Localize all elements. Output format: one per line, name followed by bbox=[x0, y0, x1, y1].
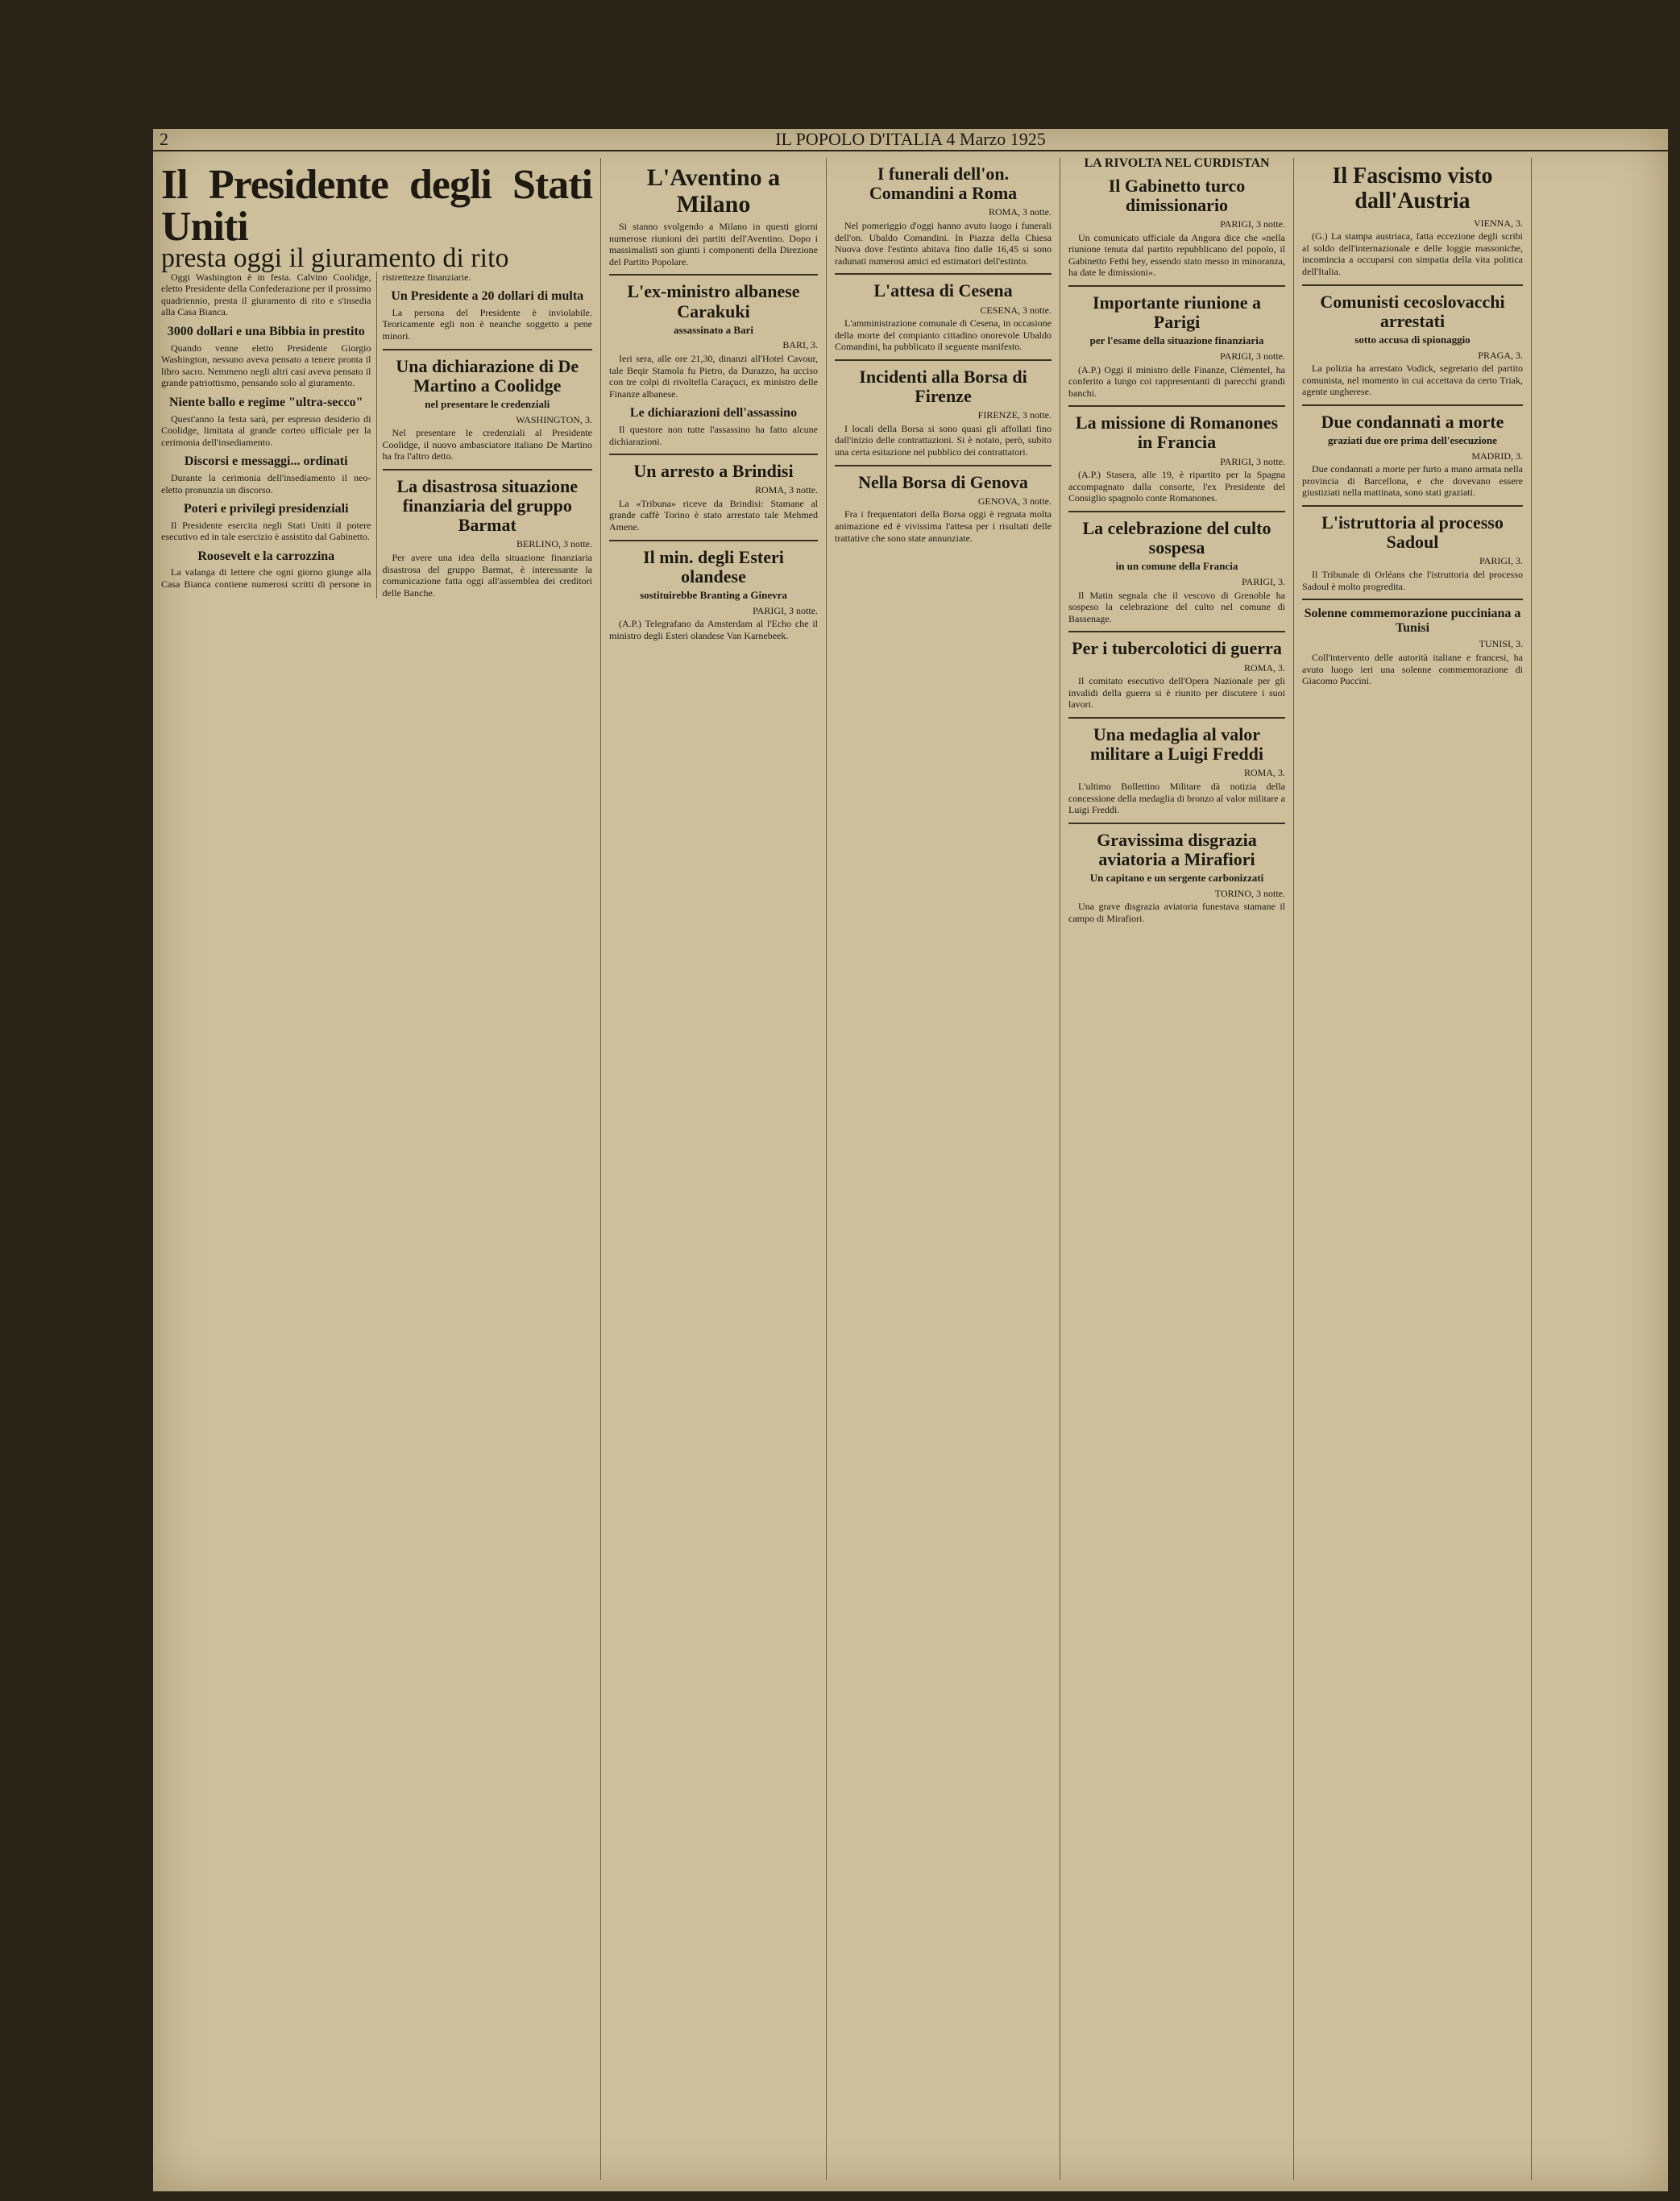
divider bbox=[609, 454, 818, 455]
headline-sadoul: L'istruttoria al processo Sadoul bbox=[1321, 512, 1504, 553]
body-romanones: (A.P.) Stasera, alle 19, è ripartito per la Spagna accompagnato dalla consorte, l'ex Presidente del Consiglio spagnolo conte Romanones. bbox=[1068, 469, 1285, 504]
headline-barmat: La disastrosa situazione finanziaria del gruppo Barmat bbox=[396, 475, 578, 536]
dateline-mirafiori: TORINO, 3 notte. bbox=[1214, 887, 1285, 899]
headline-olandesi: Il min. degli Esteri olandese bbox=[643, 546, 784, 587]
divider bbox=[1068, 631, 1285, 632]
headline-freddi: Una medaglia al valor militare a Luigi Freddi bbox=[1090, 723, 1263, 765]
dateline-olandesi: PARIGI, 3 notte. bbox=[753, 604, 818, 616]
presidente-lead: Oggi Washington è in festa. Calvino Coolidge, eletto Presidente della Confederazione per il prossimo quadriennio, presta il giuramento di rito e s'insedia alla Casa Bianca. bbox=[161, 271, 371, 318]
body-mirafiori: Una grave disgrazia aviatoria funestava stamane il campo di Mirafiori. bbox=[1068, 901, 1285, 924]
column-4 bbox=[1060, 158, 1293, 2180]
headline-genova: Nella Borsa di Genova bbox=[858, 471, 1028, 492]
subhead-condannati: graziati due ore prima dell'esecuzione bbox=[1328, 434, 1497, 447]
body-barmat: Per avere una idea della situazione finanziaria disastrosa del gruppo Barmat, è interessante la comunicazione fatta oggi all'assemblea dei creditori delle Banche. bbox=[382, 552, 592, 599]
dateline-barmat: BERLINO, 3 notte. bbox=[516, 538, 592, 550]
presidente-body1: Quando venne eletto Presidente Giorgio Washington, nessuno aveva pensato a tenere pronta il libro sacro. Nemmeno negli altri casi aveva pensato il grande patriottismo, pensando solo al giuramento. bbox=[161, 342, 371, 389]
presidente-sub2: Niente ballo e regime "ultra-secco" bbox=[168, 395, 363, 409]
presidente-sub1: 3000 dollari e una Bibbia in prestito bbox=[167, 324, 365, 338]
dateline-condannati: MADRID, 3. bbox=[1471, 450, 1523, 462]
body-comandini: Nel pomeriggio d'oggi hanno avuto luogo i funerali dell'on. Ubaldo Comandini. In Piazza della Chiesa Nuova dove l'estinto abitava fino dalle 16,45 si sono radunati numerosi amici ed estimatori dell'estinto. bbox=[835, 219, 1052, 267]
column-5 bbox=[1293, 158, 1531, 2180]
divider bbox=[1302, 404, 1523, 406]
headline-carakuki: L'ex-ministro albanese Carakuki bbox=[627, 281, 800, 321]
body-freddi: L'ultimo Bollettino Militare dà notizia della concessione della medaglia di bronzo al valor militare a Luigi Freddi. bbox=[1068, 780, 1285, 816]
masthead bbox=[153, 129, 1668, 151]
body-genova: Fra i frequentatori della Borsa oggi è regnata molta animazione ed è vivissima l'attesa per i risultati delle trattative che sono state annunziate. bbox=[835, 508, 1052, 544]
presidente-body5: La valanga di lettere che ogni giorno giunge alla Casa Bianca contiene numerosi scritti di persone in ristrettezze finanziarie. bbox=[161, 271, 471, 591]
masthead-title: IL POPOLO D'ITALIA 4 Marzo 1925 bbox=[775, 129, 1046, 149]
dateline-riunione: PARIGI, 3 notte. bbox=[1220, 350, 1285, 362]
dateline-culto: PARIGI, 3. bbox=[1242, 576, 1285, 587]
headline-austria: Il Fascismo visto dall'Austria bbox=[1332, 164, 1493, 213]
subhead-culto: in un comune della Francia bbox=[1115, 560, 1238, 573]
headline-cesena: L'attesa di Cesena bbox=[873, 280, 1013, 301]
divider bbox=[1302, 599, 1523, 600]
dateline-romanones: PARIGI, 3 notte. bbox=[1220, 455, 1285, 467]
divider bbox=[1068, 717, 1285, 719]
body-riunione: (A.P.) Oggi il ministro delle Finanze, Clémentel, ha conferito a lungo coi rappresentanti di parecchi grandi banchi. bbox=[1068, 363, 1285, 399]
dateline-sadoul: PARIGI, 3. bbox=[1479, 555, 1523, 567]
presidente-sub5: Roosevelt e la carrozzina bbox=[197, 549, 335, 563]
headline-curdistan: Il Gabinetto turco dimissionario bbox=[1108, 175, 1246, 215]
dateline-brindisi: ROMA, 3 notte. bbox=[755, 484, 818, 496]
divider bbox=[1302, 505, 1523, 507]
headline-tubercolotici: Per i tubercolotici di guerra bbox=[1072, 638, 1282, 659]
divider bbox=[835, 273, 1052, 275]
dateline-firenze: FIRENZE, 3 notte. bbox=[977, 409, 1052, 421]
carakuki-body1: Il questore non tutte l'assassino ha fatto alcune dichiarazioni. bbox=[609, 423, 818, 447]
subhead-mirafiori: Un capitano e un sergente carbonizzati bbox=[1089, 872, 1264, 885]
divider bbox=[1068, 511, 1285, 512]
headline-aventino: L'Aventino a Milano bbox=[646, 164, 781, 218]
dateline-comunisti: PRAGA, 3. bbox=[1478, 349, 1523, 361]
headline-demartino: Una dichiarazione di De Martino a Coolidge bbox=[396, 355, 579, 396]
headline-tunisi: Solenne commemorazione pucciniana a Tunisi bbox=[1304, 607, 1521, 635]
subhead-comunisti: sotto accusa di spionaggio bbox=[1354, 333, 1471, 346]
presidente-sub3: Discorsi e messaggi... ordinati bbox=[184, 454, 348, 469]
presidente-body bbox=[161, 271, 592, 599]
headline-brindisi: Un arresto a Brindisi bbox=[633, 461, 794, 482]
body-condannati: Due condannati a morte per furto a mano armata nella provincia di Barcellona, e che dovevano essere giustiziati nella mattinata, sono stati graziati. bbox=[1302, 463, 1523, 499]
presidente-body3: Durante la cerimonia dell'insediamento il neo-eletto pronunzia un discorso. bbox=[161, 471, 371, 495]
headline-riunione: Importante riunione a Parigi bbox=[1093, 292, 1261, 333]
divider bbox=[609, 274, 818, 276]
divider bbox=[1068, 285, 1285, 287]
heading-curdistan: LA RIVOLTA NEL CURDISTAN bbox=[1084, 158, 1270, 170]
presidente-body2: Quest'anno la festa sarà, per espresso desiderio di Coolidge, limitata al grande corteo ufficiale per la cerimonia dell'insediamento. bbox=[161, 412, 371, 448]
dateline-comandini: ROMA, 3 notte. bbox=[989, 206, 1052, 218]
presidente-body6: La persona del Presidente è inviolabile. Teoricamente egli non è neanche soggetto a pene minori. bbox=[382, 306, 592, 342]
subhead-carakuki: assassinato a Bari bbox=[674, 323, 753, 336]
body-sadoul: Il Tribunale di Orléans che l'istruttoria del processo Sadoul è molto progredita. bbox=[1302, 569, 1523, 592]
body-tubercolotici: Il comitato esecutivo dell'Opera Nazionale per gli invalidi della guerra si è riunito per discutere i suoi lavori. bbox=[1068, 675, 1285, 711]
body-brindisi: La «Tribuna» riceve da Brindisi: Stamane al grande caffè Torino è stato arrestato tale Mehmed Amene. bbox=[609, 497, 818, 533]
divider bbox=[835, 465, 1052, 466]
column-presidente bbox=[153, 158, 600, 2180]
body-culto: Il Matin segnala che il vescovo di Grenoble ha sospeso la celebrazione del culto nel comune di Bassenage. bbox=[1068, 589, 1285, 624]
dateline-cesena: CESENA, 3 notte. bbox=[980, 304, 1052, 316]
divider bbox=[1068, 823, 1285, 824]
body-carakuki: Ieri sera, alle ore 21,30, dinanzi all'Hotel Cavour, tale Beqir Stamola fu Pietro, da Durazzo, ha ucciso con tre colpi di rivoltella Caraçuci, ex ministro delle Finanze albanese. bbox=[609, 352, 818, 400]
column-3 bbox=[826, 158, 1060, 2180]
divider bbox=[383, 349, 593, 350]
carakuki-sub1: Le dichiarazioni dell'assassino bbox=[629, 406, 798, 421]
dateline-carakuki: BARI, 3. bbox=[782, 339, 818, 351]
divider bbox=[1068, 405, 1285, 407]
body-curdistan: Un comunicato ufficiale da Angora dice che «nella riunione tenuta dal partito repubblicano del popolo, il Gabinetto Fethi bey, essendo stato messo in minoranza, ha date le dimissioni». bbox=[1068, 231, 1285, 279]
divider bbox=[383, 469, 593, 470]
subhead-riunione: per l'esame della situazione finanziaria bbox=[1089, 334, 1264, 347]
dateline-tunisi: TUNISI, 3. bbox=[1479, 638, 1523, 650]
body-firenze: I locali della Borsa si sono quasi gli affollati fino dall'inizio delle contrattazioni. Si è notato, però, subito una certa esitazione nel pubblico dei contrattatori. bbox=[835, 422, 1052, 458]
page-gutter bbox=[1531, 158, 1668, 2180]
body-aventino: Si stanno svolgendo a Milano in questi giorni numerose riunioni dei partiti dell'Aventino. Dopo i massimalisti son giunti i componenti della Direzione del Partito Popolare. bbox=[609, 221, 818, 267]
dateline-austria: VIENNA, 3. bbox=[1474, 217, 1523, 229]
dateline-genova: GENOVA, 3 notte. bbox=[977, 495, 1052, 507]
headline-comandini: I funerali dell'on. Comandini a Roma bbox=[869, 164, 1018, 204]
subhead-olandesi: sostituirebbe Branting a Ginevra bbox=[640, 589, 787, 602]
dateline-tubercolotici: ROMA, 3. bbox=[1243, 661, 1285, 674]
body-olandesi: (A.P.) Telegrafano da Amsterdam al l'Echo che il ministro degli Esteri olandese Van Karnebeek. bbox=[609, 618, 818, 641]
presidente-sub4: Poteri e privilegi presidenziali bbox=[183, 502, 349, 516]
subhead-presidente: presta oggi il giuramento di rito bbox=[161, 243, 509, 273]
presidente-sub6: Un Presidente a 20 dollari di multa bbox=[391, 289, 584, 304]
headline-culto: La celebrazione del culto sospesa bbox=[1082, 518, 1271, 558]
headline-comunisti: Comunisti cecoslovacchi arrestati bbox=[1320, 291, 1505, 331]
subhead-demartino: nel presentare le credenziali bbox=[425, 397, 550, 410]
page-number: 2 bbox=[160, 129, 168, 149]
headline-condannati: Due condannati a morte bbox=[1321, 411, 1504, 432]
body-austria: (G.) La stampa austriaca, fatta eccezione degli scribi al soldo dell'internazionale e delle loggie massoniche, incomincia a occuparsi con simpatia della vita politica dell'Italia. bbox=[1302, 230, 1523, 277]
body-tunisi: Coll'intervento delle autorità italiane e francesi, ha avuto luogo ieri una solenne commemorazione di Giacomo Puccini. bbox=[1302, 652, 1523, 687]
dateline-curdistan: PARIGI, 3 notte. bbox=[1220, 218, 1285, 230]
body-demartino: Nel presentare le credenziali al Presidente Coolidge, il nuovo ambasciatore italiano De Martino ha fra l'altro detto. bbox=[382, 427, 592, 462]
headline-mirafiori: Gravissima disgrazia aviatoria a Mirafiori bbox=[1097, 829, 1257, 869]
body-cesena: L'amministrazione comunale di Cesena, in occasione della morte del compianto cittadino onorevole Ubaldo Comandini, ha pubblicato il seguente manifesto. bbox=[835, 317, 1052, 353]
dateline-freddi: ROMA, 3. bbox=[1243, 767, 1285, 779]
headline-firenze: Incidenti alla Borsa di Firenze bbox=[859, 366, 1027, 407]
newspaper-page bbox=[153, 129, 1668, 2191]
headline-romanones: La missione di Romanones in Francia bbox=[1075, 412, 1279, 453]
headline-presidente: Il Presidente degli Stati Uniti bbox=[161, 162, 592, 250]
divider bbox=[1302, 284, 1523, 286]
dateline-demartino: WASHINGTON, 3. bbox=[516, 413, 592, 425]
divider bbox=[835, 359, 1052, 361]
divider bbox=[609, 540, 818, 541]
column-2 bbox=[600, 158, 826, 2180]
presidente-body4: Il Presidente esercita negli Stati Uniti il potere esecutivo ed in tale esercizio è assistito dal Gabinetto. bbox=[161, 519, 371, 543]
body-comunisti: La polizia ha arrestato Vodick, segretario del partito comunista, nel momento in cui accettava da certo Triak, agente ungherese. bbox=[1302, 363, 1523, 398]
